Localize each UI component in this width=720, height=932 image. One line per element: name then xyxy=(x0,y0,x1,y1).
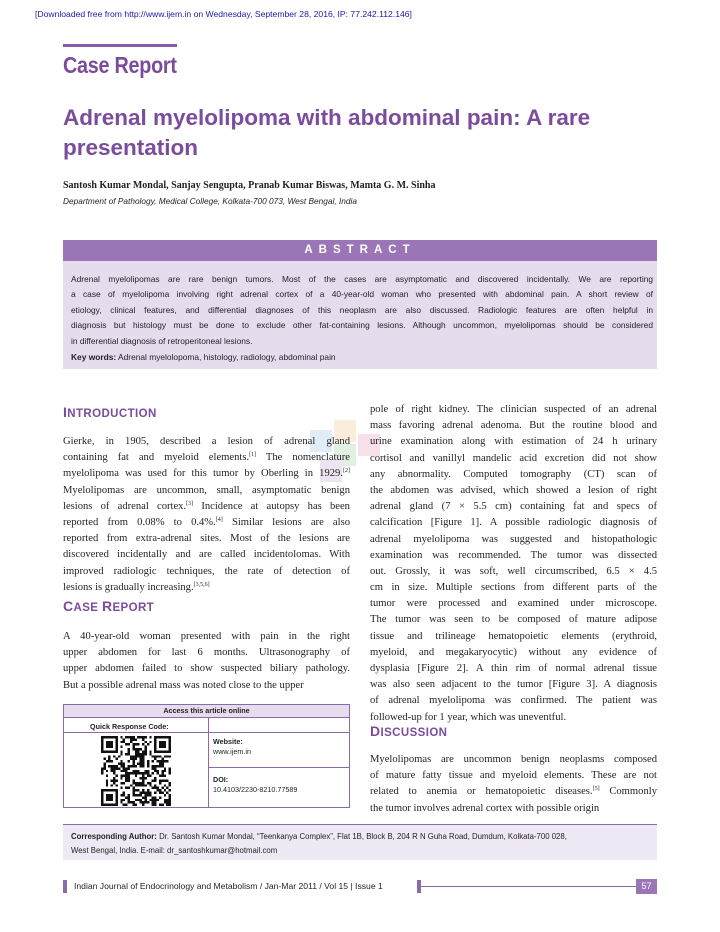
text-line: dysplasia [Figure 2]. A thin rim of normal adrenal tissue xyxy=(370,663,657,674)
correspondence-text xyxy=(71,830,656,858)
text-line: A 40-year-old woman presented with pain in the right xyxy=(63,631,350,642)
keywords-value: Adrenal myelolopoma, histology, radiology, abdominal pain xyxy=(118,352,336,362)
text-line: containing fat and myeloid elements.[1] The nomenclature xyxy=(63,452,350,464)
text-line: of mature fatty tissue and myeloid elements. These are not xyxy=(370,770,657,782)
heading-rest: NTRODUCTION xyxy=(67,408,157,420)
website-link[interactable]: www.ijem.in xyxy=(213,747,251,756)
text-line: lesions of adrenal cortex.[3] Incidence at autopsy has been xyxy=(63,500,350,512)
title-line: presentation xyxy=(63,135,199,160)
footer-journal: Indian Journal of Endocrinology and Metabolism / Jan-Mar 2011 / Vol 15 | Issue 1 xyxy=(74,881,383,891)
text-line: Gierke, in 1905, described a lesion of adrenal gland xyxy=(63,436,350,447)
abstract-heading: ABSTRACT xyxy=(63,240,657,261)
article-title xyxy=(63,103,663,163)
text-line: related to anemia or hematopoietic diseases.[5] Commonly xyxy=(370,786,657,798)
abstract-line: a case of myelolipoma involving right adrenal cortex of a 40-year-old woman who presented with abdominal pain. A short review of xyxy=(71,289,653,300)
text-line: of adrenal myelolipoma was confirmed. The patient was xyxy=(370,695,657,707)
abstract-text xyxy=(71,272,653,349)
case-report-heading xyxy=(63,598,154,614)
heading-rest: ISCUSSION xyxy=(380,727,448,739)
page-number: 57 xyxy=(636,879,657,894)
text-line: calcification [Figure 1]. A possible radiologic diagnosis of xyxy=(370,517,657,529)
text-line: But a possible adrenal mass was noted close to the upper xyxy=(63,679,304,691)
text-line: examination was recommended. The tumor was dissected xyxy=(370,549,657,561)
text-line: urine examination along with estimation of 24 h urinary xyxy=(370,436,657,448)
introduction-text xyxy=(63,434,350,596)
text-line: cm in size. Multiple sections from different parts of the xyxy=(370,582,657,594)
authors: Santosh Kumar Mondal, Sanjay Sengupta, Pranab Kumar Biswas, Mamta G. M. Sinha xyxy=(63,180,436,191)
access-divider xyxy=(208,718,209,808)
case-report-text xyxy=(63,629,350,694)
abstract-line: Adrenal myelolipomas are rare benign tumors. Most of the cases are asymptomatic and discovered incidentally. We are reporting xyxy=(71,274,653,284)
affiliation: Department of Pathology, Medical College, Kolkata-700 073, West Bengal, India xyxy=(63,196,357,206)
heading-initial: R xyxy=(101,598,113,614)
abstract-line: diagnosis but histology must be done to exclude other fat-containing lesions. Although uncommon, myelolipomas should be considered xyxy=(71,320,653,331)
heading-rest: ASE xyxy=(73,602,102,614)
text-line: cortisol and vanillyl mandelic acid excretion did not show xyxy=(370,452,657,464)
text-line: tissue and trilineage hematopoietic elements (erythroid, xyxy=(370,630,657,642)
correspondence-label: Corresponding Author: xyxy=(71,832,157,841)
text-line: myelolipoma was used for this tumor by Oberling in 1929.[2] xyxy=(63,468,350,480)
text-line: mass favoring adrenal adenoma. But the routine blood and xyxy=(370,420,657,432)
text-line: upper abdomen failed to show suspected biliary pathology. xyxy=(63,663,350,675)
title-line: Adrenal myelolipoma with abdominal pain: A rare xyxy=(63,105,591,130)
section-label: Case Report xyxy=(63,52,177,78)
discussion-heading xyxy=(370,723,447,739)
text-line: myeloid, and megakaryocytic) without any evidence of xyxy=(370,646,657,658)
qr-code-icon[interactable] xyxy=(101,736,171,806)
footer-bar xyxy=(63,880,67,893)
doi-link[interactable]: 10.4103/2230-8210.77589 xyxy=(213,785,298,794)
heading-initial: I xyxy=(63,404,68,420)
text-line: improved radiologic techniques, the rate of detection of xyxy=(63,565,350,577)
abstract-line: in differential diagnosis of retroperitoneal lesions. xyxy=(71,335,253,346)
text-line: was also seen adjacent to the tumor [Figure 3]. A diagnosis xyxy=(370,679,657,691)
access-divider xyxy=(208,767,350,768)
correspondence-email: West Bengal, India. E-mail: dr_santoshkumar@hotmail.com xyxy=(71,846,278,855)
text-line: pole of right kidney. The clinician suspected of an adrenal xyxy=(370,404,657,415)
text-line: the tumor involves adrenal cortex with possible origin xyxy=(370,802,600,814)
text-line: reported from 0.08% to 0.4%.[4] Similar lesions are also xyxy=(63,516,350,528)
website-label: Website: xyxy=(213,737,243,746)
correspondence-address: Dr. Santosh Kumar Mondal, “Teenkanya Complex”, Flat 1B, Block B, 204 R N Guha Road, Dumdum, Kolkata-700 028, xyxy=(156,832,567,841)
download-banner: [Downloaded free from http://www.ijem.in on Wednesday, September 28, 2016, IP: 77.242.112.146] xyxy=(35,9,412,19)
access-divider xyxy=(63,732,350,733)
qr-label: Quick Response Code: xyxy=(90,722,169,731)
text-line: the abdomen was advised, which showed a lesion of right xyxy=(370,484,657,496)
text-line: followed-up for 1 year, which was uneventful. xyxy=(370,711,567,723)
citation[interactable]: [4] xyxy=(215,516,223,523)
text-line: lesions is gradually increasing.[3,5,6] xyxy=(63,581,210,593)
text-line: any abnormality. Computed tomography (CT) scan of xyxy=(370,468,657,480)
case-report-continued-text xyxy=(370,402,657,726)
access-heading: Access this article online xyxy=(63,704,350,718)
text-line: adrenal myelolipoma was suggested and histopathologic xyxy=(370,533,657,545)
text-line: Myelolipomas are uncommon benign neoplasms composed xyxy=(370,754,657,765)
keywords-label: Key words: xyxy=(71,352,117,362)
citation[interactable]: [3,5,6] xyxy=(193,581,210,588)
discussion-text xyxy=(370,752,657,817)
section-rule xyxy=(63,44,177,47)
keywords xyxy=(71,352,336,362)
doi-label: DOI: xyxy=(213,775,229,784)
abstract-line: etiology, clinical features, and differential diagnoses of this neoplasm are also discussed. Radiologic features are often helpful in xyxy=(71,304,653,315)
introduction-heading xyxy=(63,404,157,420)
text-line: The tumor was seen to be composed of mature adipose xyxy=(370,614,657,626)
heading-initial: C xyxy=(63,598,74,614)
text-line: out. Grossly, it was soft, well circumscribed, 6.5 × 4.5 xyxy=(370,565,657,577)
text-line: reported from extra-adrenal sites. Most of the lesions are xyxy=(63,533,350,545)
text-line: discovered incidentally and are called incidentolomas. With xyxy=(63,549,350,561)
text-line: Myelolipomas are uncommon, small, asymptomatic benign xyxy=(63,484,350,496)
text-line: adrenal gland (7 × 5.5 cm) containing fat and specs of xyxy=(370,501,657,513)
heading-rest: EPORT xyxy=(112,602,155,614)
text-line: upper abdomen for last 6 months. Ultrasonography of xyxy=(63,647,350,659)
footer-line xyxy=(421,886,637,887)
text-line: tumor were processed and examined under microscope. xyxy=(370,598,657,610)
citation[interactable]: [5] xyxy=(592,786,600,793)
citation[interactable]: [1] xyxy=(249,452,257,459)
citation[interactable]: [3] xyxy=(186,500,194,507)
heading-initial: D xyxy=(370,723,381,739)
citation[interactable]: [2] xyxy=(343,468,350,475)
